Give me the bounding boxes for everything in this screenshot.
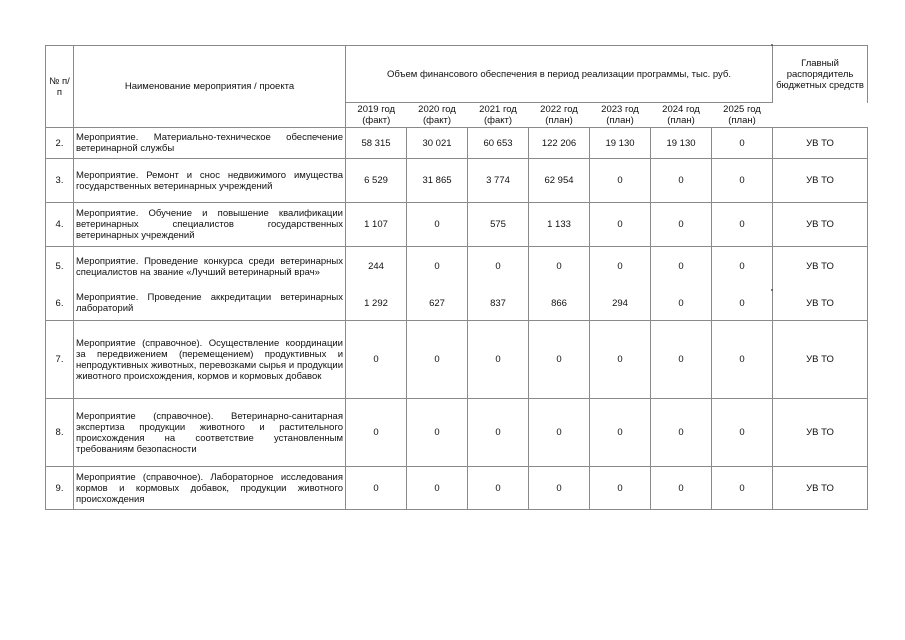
row-num: 8.: [46, 399, 74, 467]
row-value: 0: [590, 247, 651, 287]
row-manager: УВ ТО: [773, 467, 868, 510]
row-value: 0: [529, 321, 590, 399]
header-year: 2019 год (факт): [346, 103, 407, 128]
row-manager: УВ ТО: [773, 287, 868, 321]
row-value: 0: [712, 399, 773, 467]
row-value: 0: [712, 321, 773, 399]
row-value: 58 315: [346, 128, 407, 159]
table-row: [46, 247, 868, 287]
table-row: [46, 321, 868, 399]
row-value: 0: [529, 467, 590, 510]
row-value: 0: [346, 467, 407, 510]
row-value: 866: [529, 287, 590, 321]
row-value: 122 206: [529, 128, 590, 159]
row-value: 3 774: [468, 159, 529, 203]
row-value: 294: [590, 287, 651, 321]
row-num: 9.: [46, 467, 74, 510]
row-value: 0: [651, 287, 712, 321]
header-name: Наименование мероприятия / проекта: [74, 46, 346, 128]
row-value: 1 107: [346, 203, 407, 247]
row-manager: УВ ТО: [773, 159, 868, 203]
row-name: Мероприятие. Материально-техническое обеспечение ветеринарной службы: [74, 128, 346, 159]
row-value: 0: [651, 321, 712, 399]
row-value: 0: [712, 159, 773, 203]
row-num: 7.: [46, 321, 74, 399]
row-value: 0: [590, 159, 651, 203]
row-value: 244: [346, 247, 407, 287]
row-num: 2.: [46, 128, 74, 159]
row-num: 3.: [46, 159, 74, 203]
table-row: [46, 128, 868, 159]
row-value: 627: [407, 287, 468, 321]
row-value: 575: [468, 203, 529, 247]
row-manager: УВ ТО: [773, 128, 868, 159]
table-row: [46, 203, 868, 247]
row-value: 0: [407, 467, 468, 510]
row-value: 0: [346, 399, 407, 467]
row-value: 0: [712, 247, 773, 287]
row-value: 837: [468, 287, 529, 321]
row-value: 0: [468, 247, 529, 287]
row-value: 1 292: [346, 287, 407, 321]
row-name: Мероприятие (справочное). Ветеринарно-санитарная экспертиза продукции животного и растительного происхождения на соответствие установленным требованиям безопасности: [74, 399, 346, 467]
row-name: Мероприятие (справочное). Лабораторное исследования кормов и кормовых добавок, продукции животного происхождения: [74, 467, 346, 510]
header-year: 2024 год (план): [651, 103, 712, 128]
row-manager: УВ ТО: [773, 399, 868, 467]
row-value: 0: [590, 467, 651, 510]
scan-speck: [771, 289, 773, 291]
row-num: 6.: [46, 287, 74, 321]
row-value: 62 954: [529, 159, 590, 203]
row-value: 31 865: [407, 159, 468, 203]
row-num: 5.: [46, 247, 74, 287]
header-year: 2022 год (план): [529, 103, 590, 128]
row-value: 0: [407, 203, 468, 247]
row-name: Мероприятие. Проведение конкурса среди ветеринарных специалистов на звание «Лучший ветеринарный врач»: [74, 247, 346, 287]
row-manager: УВ ТО: [773, 203, 868, 247]
table-row: [46, 287, 868, 321]
row-value: 0: [712, 467, 773, 510]
row-value: 30 021: [407, 128, 468, 159]
row-value: 0: [529, 247, 590, 287]
row-num: 4.: [46, 203, 74, 247]
row-value: 0: [712, 203, 773, 247]
row-value: 0: [590, 203, 651, 247]
row-value: 19 130: [651, 128, 712, 159]
row-value: 0: [590, 399, 651, 467]
row-value: 0: [468, 321, 529, 399]
scan-speck: [771, 44, 773, 46]
header-year: 2025 год (план): [712, 103, 773, 128]
row-name: Мероприятие. Ремонт и снос недвижимого имущества государственных ветеринарных учреждений: [74, 159, 346, 203]
row-value: 0: [590, 321, 651, 399]
row-name: Мероприятие. Проведение аккредитации ветеринарных лабораторий: [74, 287, 346, 321]
row-value: 0: [712, 128, 773, 159]
row-value: 6 529: [346, 159, 407, 203]
table-row: [46, 467, 868, 510]
row-name: Мероприятие (справочное). Осуществление координации за передвижением (перемещением) продуктивных и непродуктивных животных, перевозками сырья и продукции животного происхождения, кормов и кормовых добавок: [74, 321, 346, 399]
row-value: 0: [651, 247, 712, 287]
row-value: 0: [529, 399, 590, 467]
row-manager: УВ ТО: [773, 321, 868, 399]
table-row: [46, 159, 868, 203]
header-num: № п/п: [46, 46, 74, 128]
table-row: [46, 399, 868, 467]
row-manager: УВ ТО: [773, 247, 868, 287]
header-finance: Объем финансового обеспечения в период реализации программы, тыс. руб.: [346, 46, 773, 103]
row-value: 60 653: [468, 128, 529, 159]
header-year: 2020 год (факт): [407, 103, 468, 128]
row-value: 19 130: [590, 128, 651, 159]
row-value: 0: [407, 247, 468, 287]
row-value: 0: [407, 399, 468, 467]
header-year: 2023 год (план): [590, 103, 651, 128]
row-value: 0: [651, 399, 712, 467]
row-value: 0: [651, 159, 712, 203]
header-manager-cont: [773, 103, 868, 128]
row-value: 0: [407, 321, 468, 399]
row-value: 0: [468, 467, 529, 510]
header-year: 2021 год (факт): [468, 103, 529, 128]
row-value: 1 133: [529, 203, 590, 247]
row-value: 0: [346, 321, 407, 399]
row-value: 0: [651, 203, 712, 247]
header-manager: Главный распорядитель бюджетных средств: [773, 46, 868, 103]
row-name: Мероприятие. Обучение и повышение квалификации ветеринарных специалистов государственных ветеринарных учреждений: [74, 203, 346, 247]
row-value: 0: [712, 287, 773, 321]
row-value: 0: [651, 467, 712, 510]
row-value: 0: [468, 399, 529, 467]
finance-table: [45, 45, 868, 510]
